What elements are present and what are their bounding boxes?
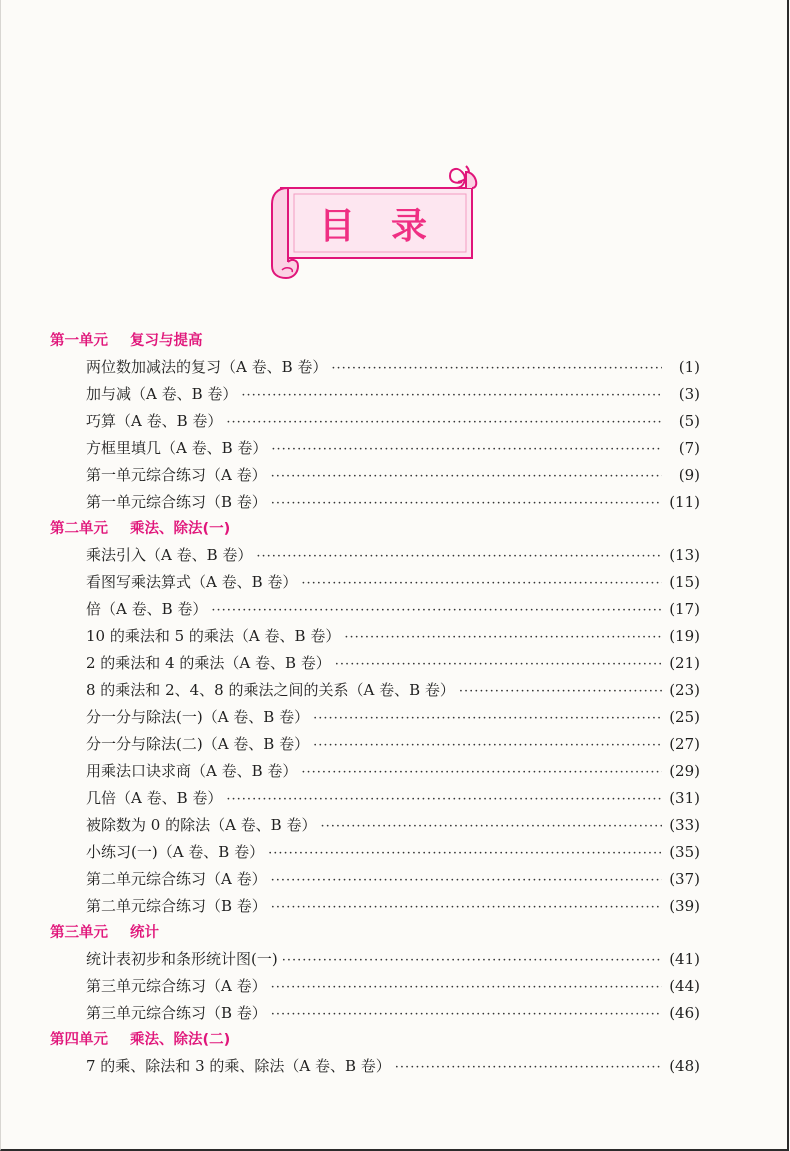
dot-leader [395,1054,662,1081]
entry-page-number: (7) [678,439,700,457]
toc-entry[interactable] [50,462,700,489]
toc-entry[interactable] [50,542,700,569]
section-unit: 第二单元 [50,521,108,537]
entry-title: 方框里填几（A 卷、B 卷） [86,439,268,457]
entry-title: 分一分与除法(一)（A 卷、B 卷） [86,708,310,726]
entry-page-number: (35) [669,843,700,861]
toc-entry[interactable] [50,354,700,381]
entry-title: 8 的乘法和 2、4、8 的乘法之间的关系（A 卷、B 卷） [86,681,455,699]
dot-leader [211,597,662,624]
dot-leader [344,624,662,651]
section-name: 统计 [130,925,159,941]
entry-page-number: (1) [678,358,700,376]
page-title: 目录 [318,206,463,247]
section-unit: 第四单元 [50,1032,108,1048]
entry-page-number: (5) [678,412,700,430]
toc-entry[interactable] [50,623,700,650]
entry-title: 第一单元综合练习（B 卷） [86,493,267,511]
entry-page-number: (15) [669,573,700,591]
entry-page-number: (46) [669,1004,700,1022]
dot-leader [271,490,662,517]
dot-leader [271,1001,662,1028]
toc-entry[interactable] [50,650,700,677]
section-name: 复习与提高 [130,333,203,349]
dot-leader [301,759,662,786]
entry-page-number: (31) [669,789,700,807]
entry-page-number: (25) [669,708,700,726]
dot-leader [256,543,662,570]
section-heading [50,1027,700,1053]
toc-entry[interactable] [50,677,700,704]
dot-leader [241,382,662,409]
entry-title: 第一单元综合练习（A 卷） [86,466,267,484]
entry-title: 几倍（A 卷、B 卷） [86,789,223,807]
entry-title: 第三单元综合练习（A 卷） [86,977,267,995]
entry-page-number: (17) [669,600,700,618]
entry-title: 小练习(一)（A 卷、B 卷） [86,843,265,861]
section-unit: 第一单元 [50,333,108,349]
dot-leader [271,463,662,490]
table-of-contents [50,328,700,1080]
dot-leader [335,651,662,678]
entry-page-number: (27) [669,735,700,753]
entry-title: 第二单元综合练习（A 卷） [86,870,267,888]
dot-leader [313,732,662,759]
entry-title: 被除数为 0 的除法（A 卷、B 卷） [86,816,317,834]
toc-entry[interactable] [50,1000,700,1027]
toc-entry[interactable] [50,785,700,812]
dot-leader [226,786,662,813]
dot-leader [331,355,662,382]
toc-entry[interactable] [50,758,700,785]
dot-leader [320,813,662,840]
toc-entry[interactable] [50,893,700,920]
entry-title: 第三单元综合练习（B 卷） [86,1004,267,1022]
entry-page-number: (23) [669,681,700,699]
entry-title: 巧算（A 卷、B 卷） [86,412,223,430]
entry-title: 乘法引入（A 卷、B 卷） [86,546,253,564]
section-name: 乘法、除法(二) [130,1032,231,1048]
entry-title: 倍（A 卷、B 卷） [86,600,208,618]
toc-entry[interactable] [50,866,700,893]
entry-title: 10 的乘法和 5 的乘法（A 卷、B 卷） [86,627,341,645]
entry-page-number: (41) [669,950,700,968]
entry-title: 7 的乘、除法和 3 的乘、除法（A 卷、B 卷） [86,1057,391,1075]
toc-entry[interactable] [50,381,700,408]
section-heading [50,328,700,354]
toc-entry[interactable] [50,731,700,758]
entry-page-number: (19) [669,627,700,645]
entry-page-number: (21) [669,654,700,672]
dot-leader [301,570,662,597]
entry-page-number: (44) [669,977,700,995]
dot-leader [271,974,662,1001]
toc-entry[interactable] [50,812,700,839]
entry-title: 第二单元综合练习（B 卷） [86,897,267,915]
dot-leader [459,678,662,705]
entry-title: 2 的乘法和 4 的乘法（A 卷、B 卷） [86,654,331,672]
entry-page-number: (11) [669,493,700,511]
dot-leader [313,705,662,732]
title-scroll-banner [268,162,478,282]
entry-title: 用乘法口诀求商（A 卷、B 卷） [86,762,298,780]
entry-page-number: (48) [669,1057,700,1075]
section-heading [50,920,700,946]
dot-leader [271,436,662,463]
entry-page-number: (29) [669,762,700,780]
toc-entry[interactable] [50,839,700,866]
toc-entry[interactable] [50,569,700,596]
entry-page-number: (3) [678,385,700,403]
entry-page-number: (9) [678,466,700,484]
toc-entry[interactable] [50,408,700,435]
entry-page-number: (37) [669,870,700,888]
section-unit: 第三单元 [50,925,108,941]
dot-leader [271,867,662,894]
dot-leader [271,894,662,921]
toc-entry[interactable] [50,489,700,516]
entry-page-number: (33) [669,816,700,834]
dot-leader [268,840,662,867]
section-name: 乘法、除法(一) [130,521,231,537]
toc-entry[interactable] [50,704,700,731]
entry-page-number: (39) [669,897,700,915]
toc-entry[interactable] [50,946,700,973]
toc-entry[interactable] [50,435,700,462]
toc-entry[interactable] [50,1053,700,1080]
toc-entry[interactable] [50,596,700,623]
toc-entry[interactable] [50,973,700,1000]
dot-leader [226,409,662,436]
entry-title: 加与减（A 卷、B 卷） [86,385,238,403]
entry-page-number: (13) [669,546,700,564]
entry-title: 统计表初步和条形统计图(一) [86,950,278,968]
section-heading [50,516,700,542]
entry-title: 分一分与除法(二)（A 卷、B 卷） [86,735,310,753]
entry-title: 两位数加减法的复习（A 卷、B 卷） [86,358,328,376]
dot-leader [282,947,662,974]
entry-title: 看图写乘法算式（A 卷、B 卷） [86,573,298,591]
